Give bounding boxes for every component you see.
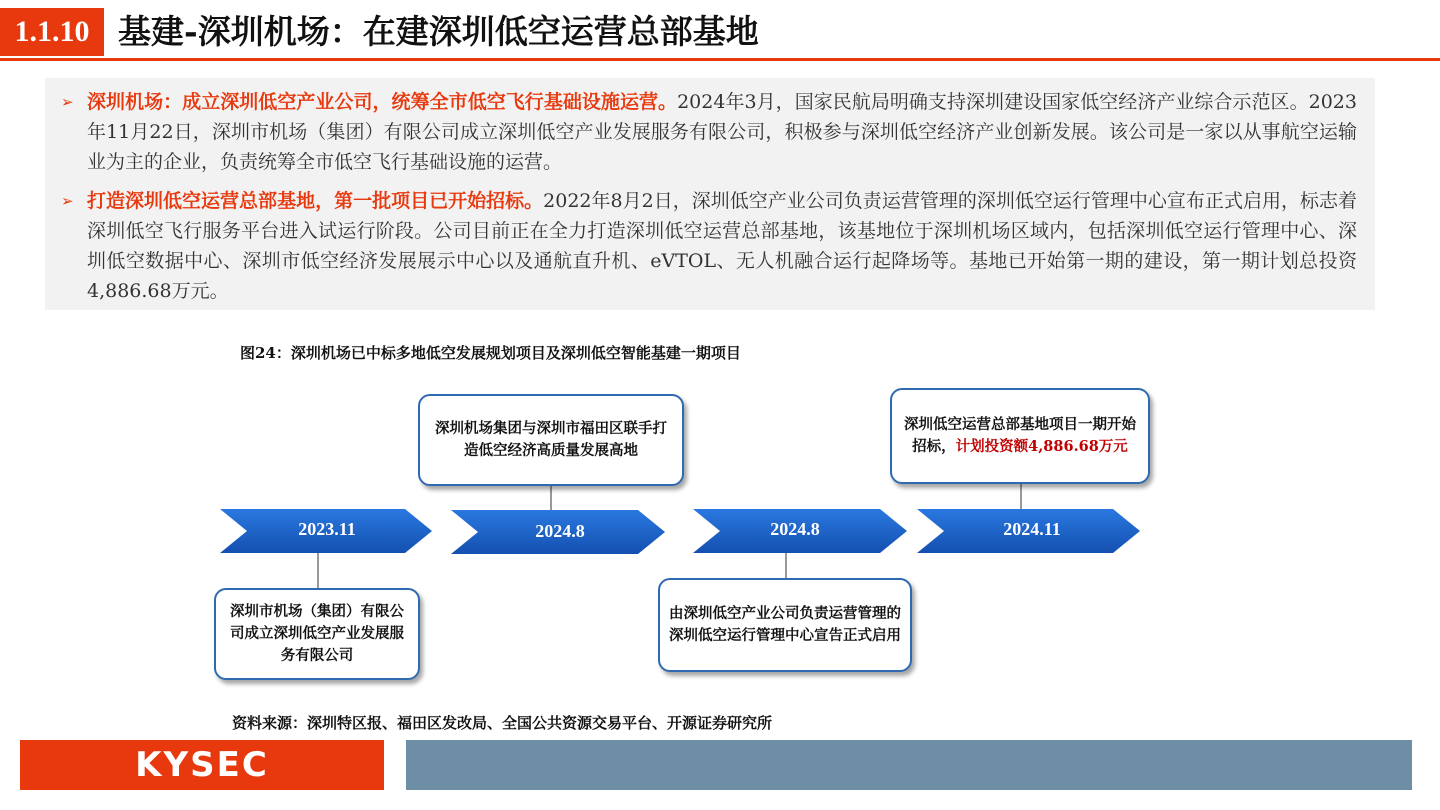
timeline-event-box bbox=[214, 588, 420, 680]
bullet-text: 2024年3月，国家民航局明确支持深圳建设国家低空经济产业综合示范区。2023年11月22日，深圳市机场（集团）有限公司成立深圳低空产业发展服务有限公司，积极参与深圳低空经济产业创新发展。该公司是一家以从事航空运输业为主的企业，负责统筹全市低空飞行基础设施的运营。 bbox=[87, 91, 1357, 173]
event-description: 由深圳低空产业公司负责运营管理的深圳低空运行管理中心宣告正式启用 bbox=[669, 605, 901, 644]
event-description: 深圳市机场（集团）有限公司成立深圳低空产业发展服务有限公司 bbox=[230, 603, 404, 664]
arrow-bullet-icon: ➢ bbox=[61, 93, 74, 111]
timeline-date: 2023.11 bbox=[298, 519, 356, 539]
timeline-date: 2024.8 bbox=[535, 521, 585, 541]
footer-bar bbox=[406, 740, 1412, 790]
kysec-logo: KYSEC bbox=[135, 745, 269, 785]
arrow-bullet-icon: ➢ bbox=[61, 192, 74, 210]
section-number: 1.1.10 bbox=[0, 8, 104, 56]
source-note: 资料来源：深圳特区报、福田区发改局、全国公共资源交易平台、开源证券研究所 bbox=[232, 714, 773, 732]
timeline-event-box bbox=[890, 388, 1150, 484]
bullet-highlight: 打造深圳低空运营总部基地，第一批项目已开始招标。 bbox=[87, 190, 544, 212]
page-title: 基建-深圳机场：在建深圳低空运营总部基地 bbox=[118, 12, 759, 51]
figure-title: 图24：深圳机场已中标多地低空发展规划项目及深圳低空智能基建一期项目 bbox=[240, 344, 741, 362]
event-description-highlight: 计划投资额4,886.68万元 bbox=[955, 438, 1128, 455]
timeline-event-box bbox=[418, 394, 684, 486]
event-description: 深圳机场集团与深圳市福田区联手打造低空经济高质量发展高地 bbox=[435, 420, 667, 459]
timeline-event-box bbox=[658, 578, 912, 672]
event-description: 深圳低空运营总部基地项目一期开始招标， bbox=[904, 416, 1136, 455]
timeline-date: 2024.8 bbox=[770, 519, 820, 539]
bullet-highlight: 深圳机场：成立深圳低空产业公司，统筹全市低空飞行基础设施运营。 bbox=[87, 91, 678, 113]
timeline-date: 2024.11 bbox=[1003, 519, 1061, 539]
bullet-text: 2022年8月2日，深圳低空产业公司负责运营管理的深圳低空运行管理中心宣布正式启用，标志着深圳低空飞行服务平台进入试运行阶段。公司目前正在全力打造深圳低空运营总部基地，该基地位于深圳机场区域内，包括深圳低空运行管理中心、深圳低空数据中心、深圳市低空经济发展展示中心以及通航直升机、eVTOL、无人机融合运行起降场等。基地已开始第一期的建设，第一期计划总投资4,886.68万元。 bbox=[87, 190, 1357, 302]
